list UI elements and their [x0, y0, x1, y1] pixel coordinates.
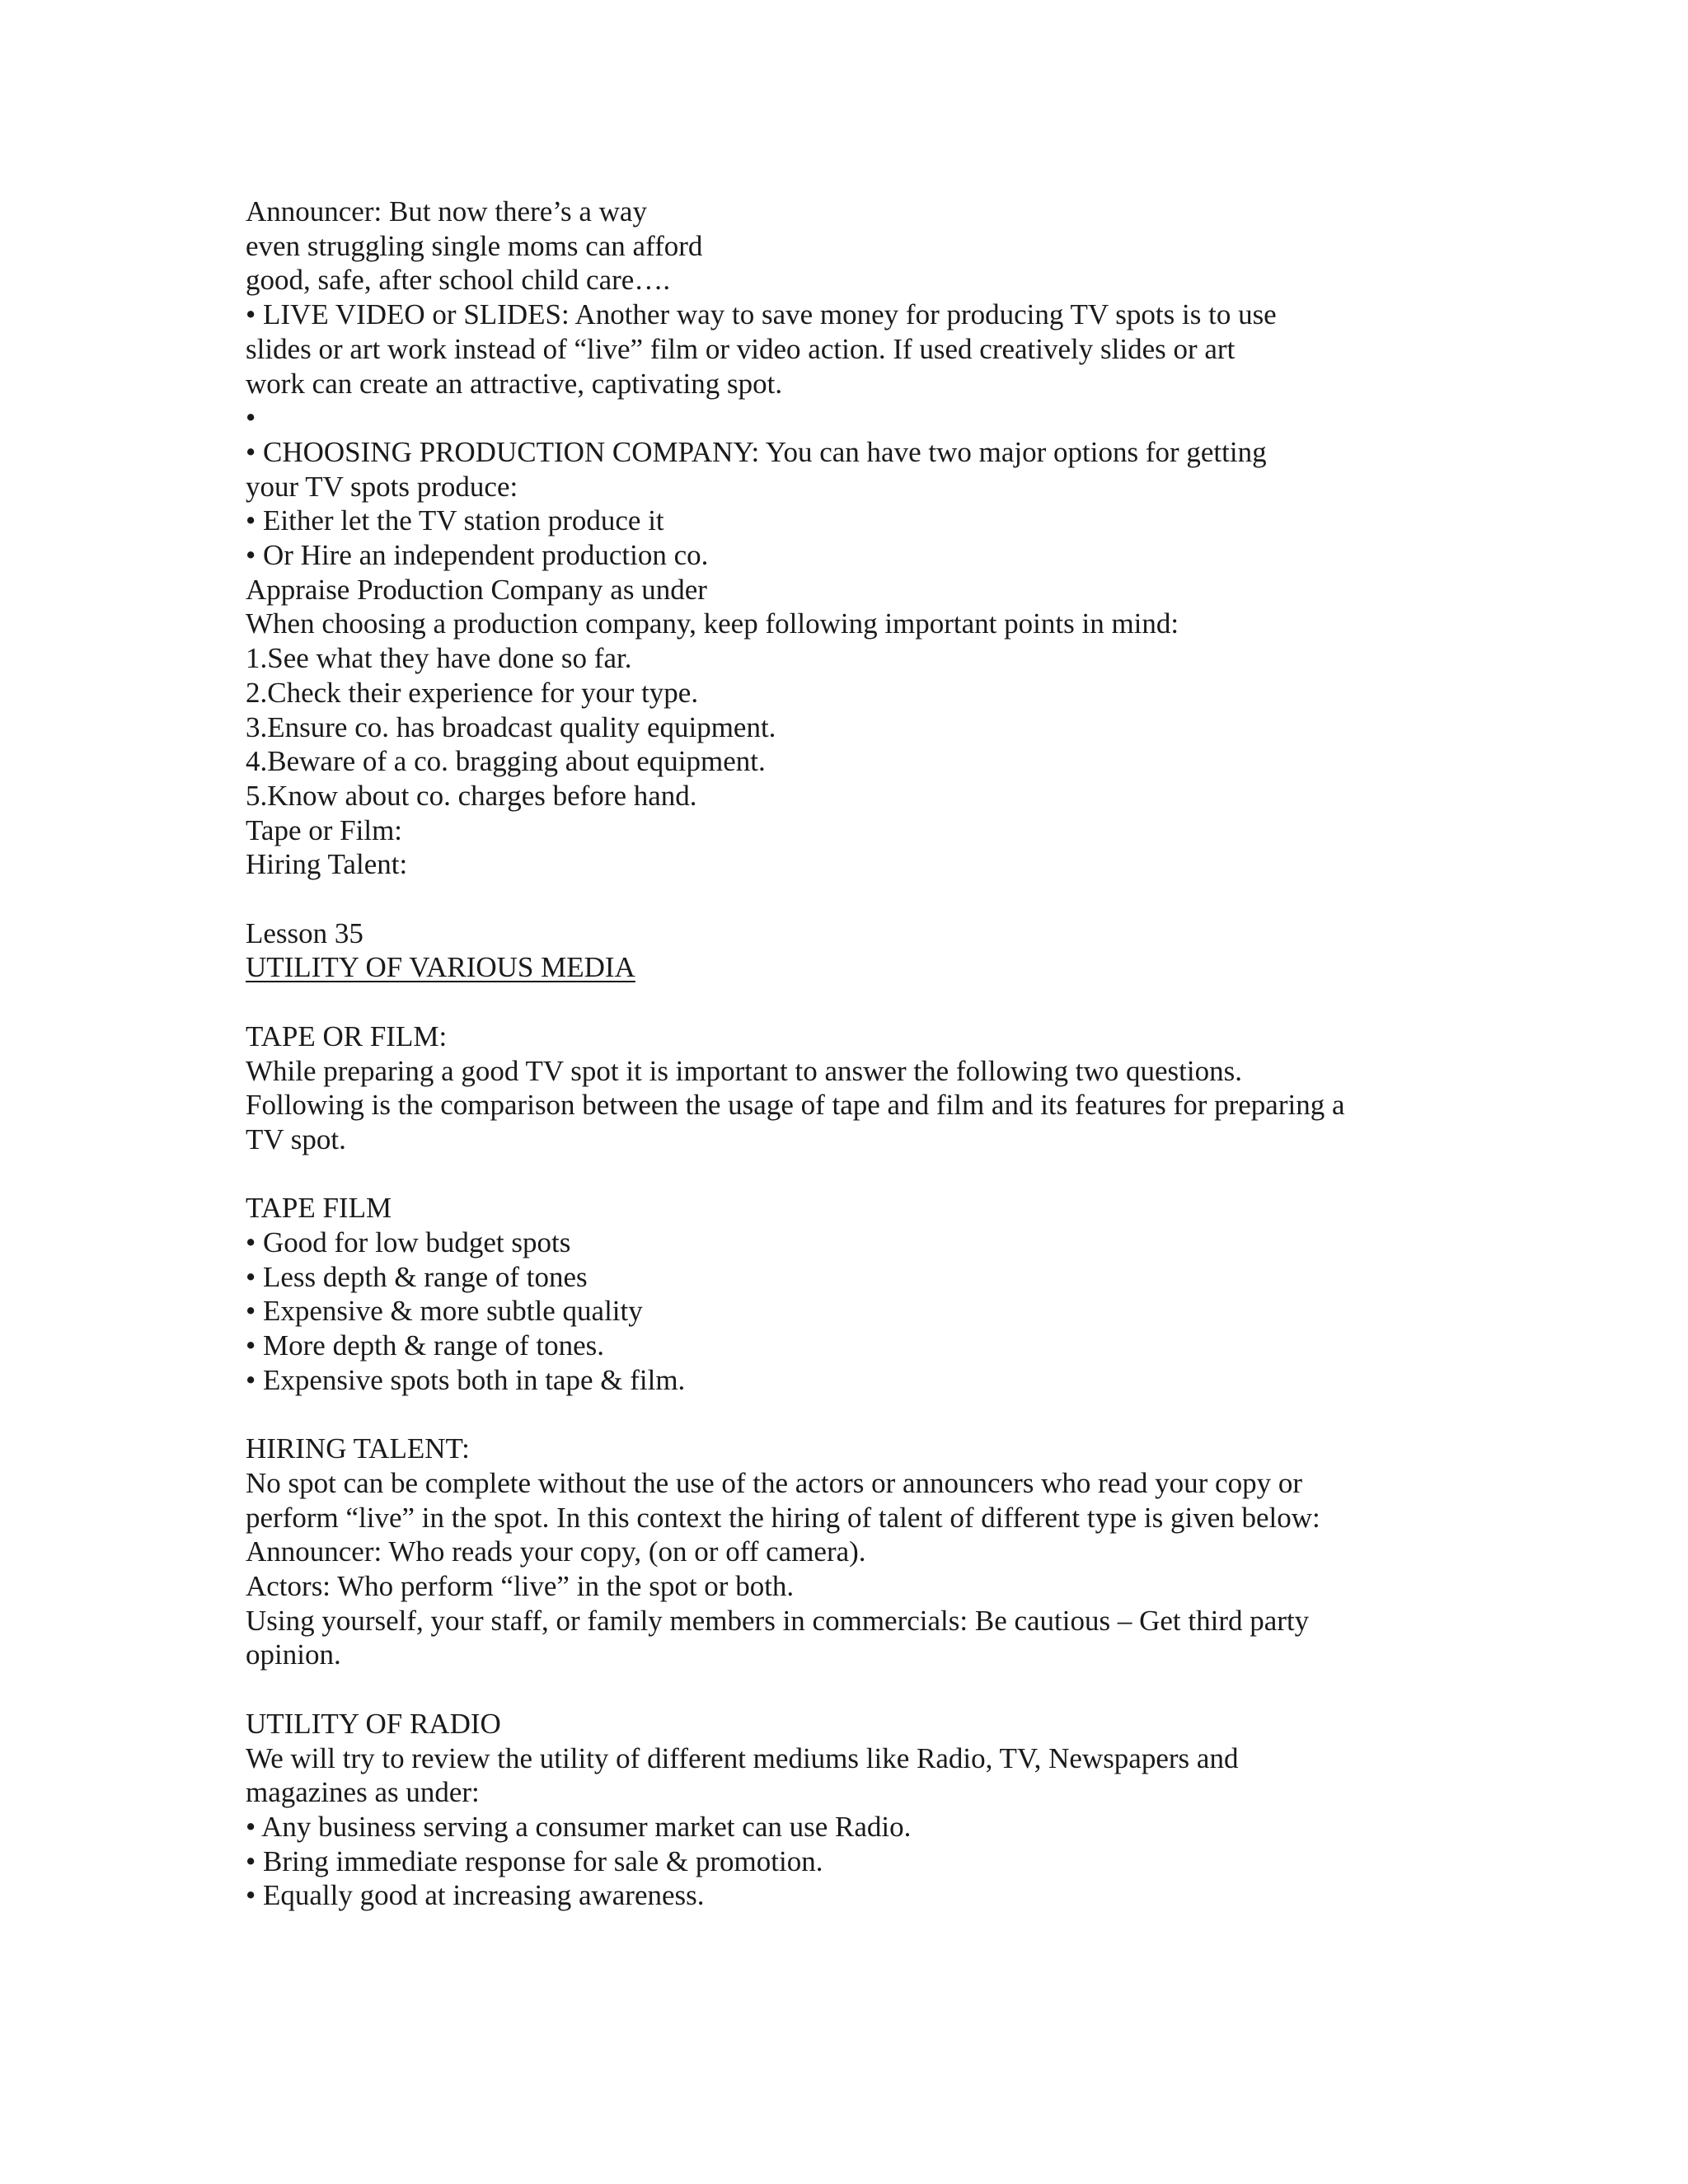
paragraph-line: While preparing a good TV spot it is important to answer the following two questions.: [246, 1054, 1242, 1087]
bullet-item: • Less depth & range of tones: [246, 1260, 588, 1293]
numbered-item: 5.Know about co. charges before hand.: [246, 779, 697, 812]
comparison-heading: TAPE FILM: [246, 1192, 392, 1225]
paragraph-line: perform “live” in the spot. In this context the hiring of talent of different type is given below:: [246, 1501, 1320, 1534]
lesson-title: UTILITY OF VARIOUS MEDIA: [246, 951, 635, 984]
document-body: [246, 194, 1441, 1913]
blank-line: [246, 882, 1441, 916]
paragraph-line: slides or art work instead of “live” film or video action. If used creatively slides or art: [246, 332, 1236, 365]
numbered-item: 2.Check their experience for your type.: [246, 676, 699, 709]
numbered-item: 4.Beware of a co. bragging about equipment.: [246, 745, 766, 778]
lesson-number: Lesson 35: [246, 916, 363, 949]
section-heading-utility-of-radio: UTILITY OF RADIO: [246, 1707, 501, 1740]
paragraph-line: When choosing a production company, keep following important points in mind:: [246, 607, 1179, 640]
bullet-item: • Good for low budget spots: [246, 1226, 571, 1259]
blank-line: [246, 1398, 1441, 1432]
blank-line: [246, 1672, 1441, 1707]
bullet-item: • Or Hire an independent production co.: [246, 539, 709, 572]
section-heading-hiring-talent: HIRING TALENT:: [246, 1432, 470, 1465]
paragraph-line: Appraise Production Company as under: [246, 573, 707, 606]
announcer-line: Announcer: But now there’s a way: [246, 195, 647, 227]
paragraph-line: Actors: Who perform “live” in the spot or both.: [246, 1570, 795, 1603]
bullet-live-video: • LIVE VIDEO or SLIDES: Another way to save money for producing TV spots is to use: [246, 298, 1277, 331]
paragraph-line: TV spot.: [246, 1122, 346, 1155]
paragraph-line: magazines as under:: [246, 1776, 480, 1809]
bullet-item: • More depth & range of tones.: [246, 1329, 605, 1362]
bullet-item: • Either let the TV station produce it: [246, 504, 664, 537]
empty-bullet: •: [246, 401, 256, 434]
bullet-choosing-production: • CHOOSING PRODUCTION COMPANY: You can have two major options for getting: [246, 435, 1267, 468]
section-heading-tape-or-film: TAPE OR FILM:: [246, 1019, 448, 1052]
announcer-line: even struggling single moms can afford: [246, 229, 703, 262]
paragraph-line: work can create an attractive, captivating spot.: [246, 367, 783, 400]
bullet-item: • Expensive spots both in tape & film.: [246, 1363, 686, 1396]
bullet-item: • Equally good at increasing awareness.: [246, 1879, 705, 1912]
paragraph-line: your TV spots produce:: [246, 470, 518, 503]
announcer-line: good, safe, after school child care….: [246, 264, 671, 297]
paragraph-line: We will try to review the utility of different mediums like Radio, TV, Newspapers and: [246, 1741, 1239, 1774]
numbered-item: 1.See what they have done so far.: [246, 642, 632, 675]
blank-line: [246, 985, 1441, 1019]
paragraph-line: Tape or Film:: [246, 813, 403, 846]
bullet-item: • Bring immediate response for sale & promotion.: [246, 1844, 823, 1877]
paragraph-line: Hiring Talent:: [246, 848, 408, 881]
paragraph-line: Using yourself, your staff, or family members in commercials: Be cautious – Get third party: [246, 1604, 1310, 1637]
blank-line: [246, 1157, 1441, 1192]
paragraph-line: opinion.: [246, 1638, 341, 1671]
paragraph-line: Following is the comparison between the usage of tape and film and its features for preparing a: [246, 1089, 1345, 1122]
bullet-item: • Any business serving a consumer market can use Radio.: [246, 1810, 912, 1843]
numbered-item: 3.Ensure co. has broadcast quality equipment.: [246, 710, 776, 743]
paragraph-line: Announcer: Who reads your copy, (on or off camera).: [246, 1535, 866, 1568]
bullet-item: • Expensive & more subtle quality: [246, 1295, 643, 1328]
paragraph-line: No spot can be complete without the use of the actors or announcers who read your copy or: [246, 1466, 1302, 1499]
